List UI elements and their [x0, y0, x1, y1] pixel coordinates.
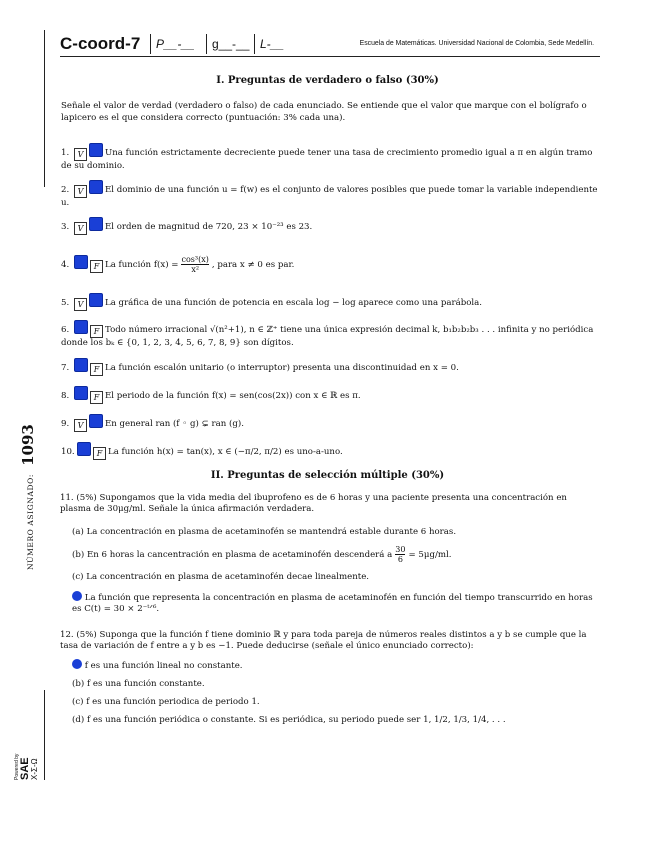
fraction-numerator: 30: [395, 545, 406, 554]
question-text: La función escalón unitario (o interruptor) presenta una discontinuidad en x = 0.: [105, 363, 459, 373]
question-number: 8.: [61, 391, 70, 401]
margin-rule: [44, 30, 45, 187]
selected-option-bubble[interactable]: [72, 659, 82, 669]
filled-v-bubble[interactable]: [74, 255, 88, 269]
question-12: 12. (5%) Suponga que la función f tiene dominio ℝ y para toda pareja de números reales distintos a y b se cumple que la tasa de variación de f entre a y b es −1. Puede deducirse (señale el único enunciado correcto):: [60, 630, 587, 651]
question-text: La función h(x) = tan(x), x ∈ (−π/2, π/2) es uno-a-uno.: [108, 447, 343, 457]
option-label: (a): [72, 527, 84, 537]
header-divider: [206, 34, 207, 54]
tf-question: [61, 255, 601, 274]
option-text: f es una función constante.: [86, 679, 205, 689]
question-number: 5.: [61, 298, 70, 308]
exam-code: C-coord-7: [60, 34, 141, 53]
blank-p: P__-__: [156, 37, 195, 51]
tf-question: [61, 320, 601, 349]
question-number: 10.: [61, 447, 75, 457]
option-text: La función que representa la concentración en plasma de acetaminofén en función del tiempo transcurrido en horas es C(t) = 30 × 2⁻ᵗᐟ⁶.: [72, 593, 593, 614]
option-label: (b): [72, 679, 85, 689]
option[interactable]: [72, 545, 600, 564]
filled-f-bubble[interactable]: [89, 293, 103, 307]
question-text: , para x ≠ 0 es par.: [211, 260, 295, 270]
question-number: 4.: [61, 260, 70, 270]
v-box[interactable]: V: [74, 419, 87, 432]
fraction-denominator: 6: [397, 555, 403, 564]
question-text: En general ran (f ◦ g) ⊊ ran (g).: [105, 419, 244, 429]
section-1-title: I. Preguntas de verdadero o falso (30%): [216, 75, 439, 86]
option[interactable]: [72, 659, 600, 672]
option[interactable]: [72, 715, 600, 726]
option-text: = 5μg/ml.: [408, 550, 452, 560]
v-box[interactable]: V: [74, 222, 87, 235]
f-box[interactable]: F: [90, 363, 103, 376]
tf-question: [61, 217, 601, 235]
option-label: (c): [72, 697, 84, 707]
v-box[interactable]: V: [74, 185, 87, 198]
tf-question: [61, 386, 601, 404]
section-2-title: II. Preguntas de selección múltiple (30%): [210, 470, 445, 481]
page-header: [60, 34, 600, 57]
filled-v-bubble[interactable]: [74, 358, 88, 372]
fraction: [181, 255, 208, 274]
question-number: 7.: [61, 363, 70, 373]
option[interactable]: [72, 572, 600, 583]
tf-question: [61, 442, 601, 460]
filled-v-bubble[interactable]: [74, 320, 88, 334]
question-text: Todo número irracional √(n²+1), n ∈ ℤ⁺ tiene una única expresión decimal k, b₁b₂b₂b₃ . . . infinita y no periódica donde los bₖ ∈ {0, 1, 2, 3, 4, 5, 6, 7, 8, 9} son dígitos.: [61, 325, 594, 348]
tf-question: [61, 358, 601, 376]
question-11: 11. (5%) Supongamos que la vida media del ibuprofeno es de 6 horas y una paciente presenta una concentración en plasma de 30μg/ml. Señale la única afirmación verdadera.: [60, 493, 567, 514]
option-label: (c): [72, 572, 84, 582]
sae-logo: Powered by SAE X-Σ-Ω: [14, 753, 39, 780]
f-box[interactable]: F: [90, 391, 103, 404]
fraction-denominator: x²: [191, 265, 200, 274]
institution: Escuela de Matemáticas. Universidad Nacional de Colombia, Sede Medellín.: [359, 40, 594, 47]
filled-f-bubble[interactable]: [89, 414, 103, 428]
fraction: [395, 545, 405, 564]
question-text: El periodo de la función f(x) = sen(cos(2x)) con x ∈ ℝ es π.: [105, 391, 361, 401]
margin-rule: [44, 690, 45, 780]
fraction-numerator: cos³(x): [181, 255, 209, 264]
question-text: La gráfica de una función de potencia en escala log − log aparece como una parábola.: [105, 298, 482, 308]
filled-v-bubble[interactable]: [77, 442, 91, 456]
filled-f-bubble[interactable]: [89, 143, 103, 157]
blank-l: L-__: [260, 37, 285, 51]
filled-v-bubble[interactable]: [74, 386, 88, 400]
question-text: La función f(x) =: [105, 260, 179, 270]
blank-g: g__-__: [212, 37, 250, 51]
option-text: La concentración en plasma de acetaminofén decae linealmente.: [86, 572, 370, 582]
question-number: 3.: [61, 222, 70, 232]
tf-question: [61, 180, 601, 209]
header-divider: [254, 34, 255, 54]
option-text: f es una función periodica de periodo 1.: [86, 697, 260, 707]
option[interactable]: [72, 591, 600, 615]
option[interactable]: [72, 697, 600, 708]
question-text: El orden de magnitud de 720, 23 × 10⁻²³ es 23.: [105, 222, 313, 232]
option-text: La concentración en plasma de acetaminofén se mantendrá estable durante 6 horas.: [86, 527, 457, 537]
tf-question: [61, 293, 601, 311]
question-number: 1.: [61, 148, 70, 158]
v-box[interactable]: V: [74, 148, 87, 161]
question-number: 9.: [61, 419, 70, 429]
option-label: (b): [72, 550, 85, 560]
f-box[interactable]: F: [90, 325, 103, 338]
assigned-number: NÚMERO ASIGNADO: 1093: [19, 424, 37, 570]
option-label: (d): [72, 715, 85, 725]
option-text: En 6 horas la cancentración en plasma de acetaminofén descenderá a: [86, 550, 393, 560]
tf-question: [61, 414, 601, 432]
question-text: El dominio de una función u = f(w) es el conjunto de valores posibles que puede tomar la variable independiente u.: [61, 185, 598, 208]
v-box[interactable]: V: [74, 298, 87, 311]
selected-option-bubble[interactable]: [72, 591, 82, 601]
option[interactable]: [72, 527, 600, 538]
section-1-intro: Señale el valor de verdad (verdadero o falso) de cada enunciado. Se entiende que el valor que marque con el bolígrafo o lapicero es el que considera correcto (puntuación: 3% cada una).: [61, 101, 587, 123]
filled-f-bubble[interactable]: [89, 217, 103, 231]
f-box[interactable]: F: [93, 447, 106, 460]
option-text: f es una función lineal no constante.: [84, 661, 243, 671]
option[interactable]: [72, 679, 600, 690]
question-number: 6.: [61, 325, 70, 335]
option-text: f es una función periódica o constante. Si es periódica, su periodo puede ser 1, 1/2, 1/3, 1/4, . . .: [86, 715, 506, 725]
filled-f-bubble[interactable]: [89, 180, 103, 194]
assigned-number-value: 1093: [19, 424, 37, 466]
question-number: 2.: [61, 185, 70, 195]
tf-question: [61, 143, 601, 172]
f-box[interactable]: F: [90, 260, 103, 273]
question-text: Una función estrictamente decreciente puede tener una tasa de crecimiento promedio igual a π en algún tramo de su dominio.: [61, 148, 593, 171]
header-divider: [150, 34, 151, 54]
